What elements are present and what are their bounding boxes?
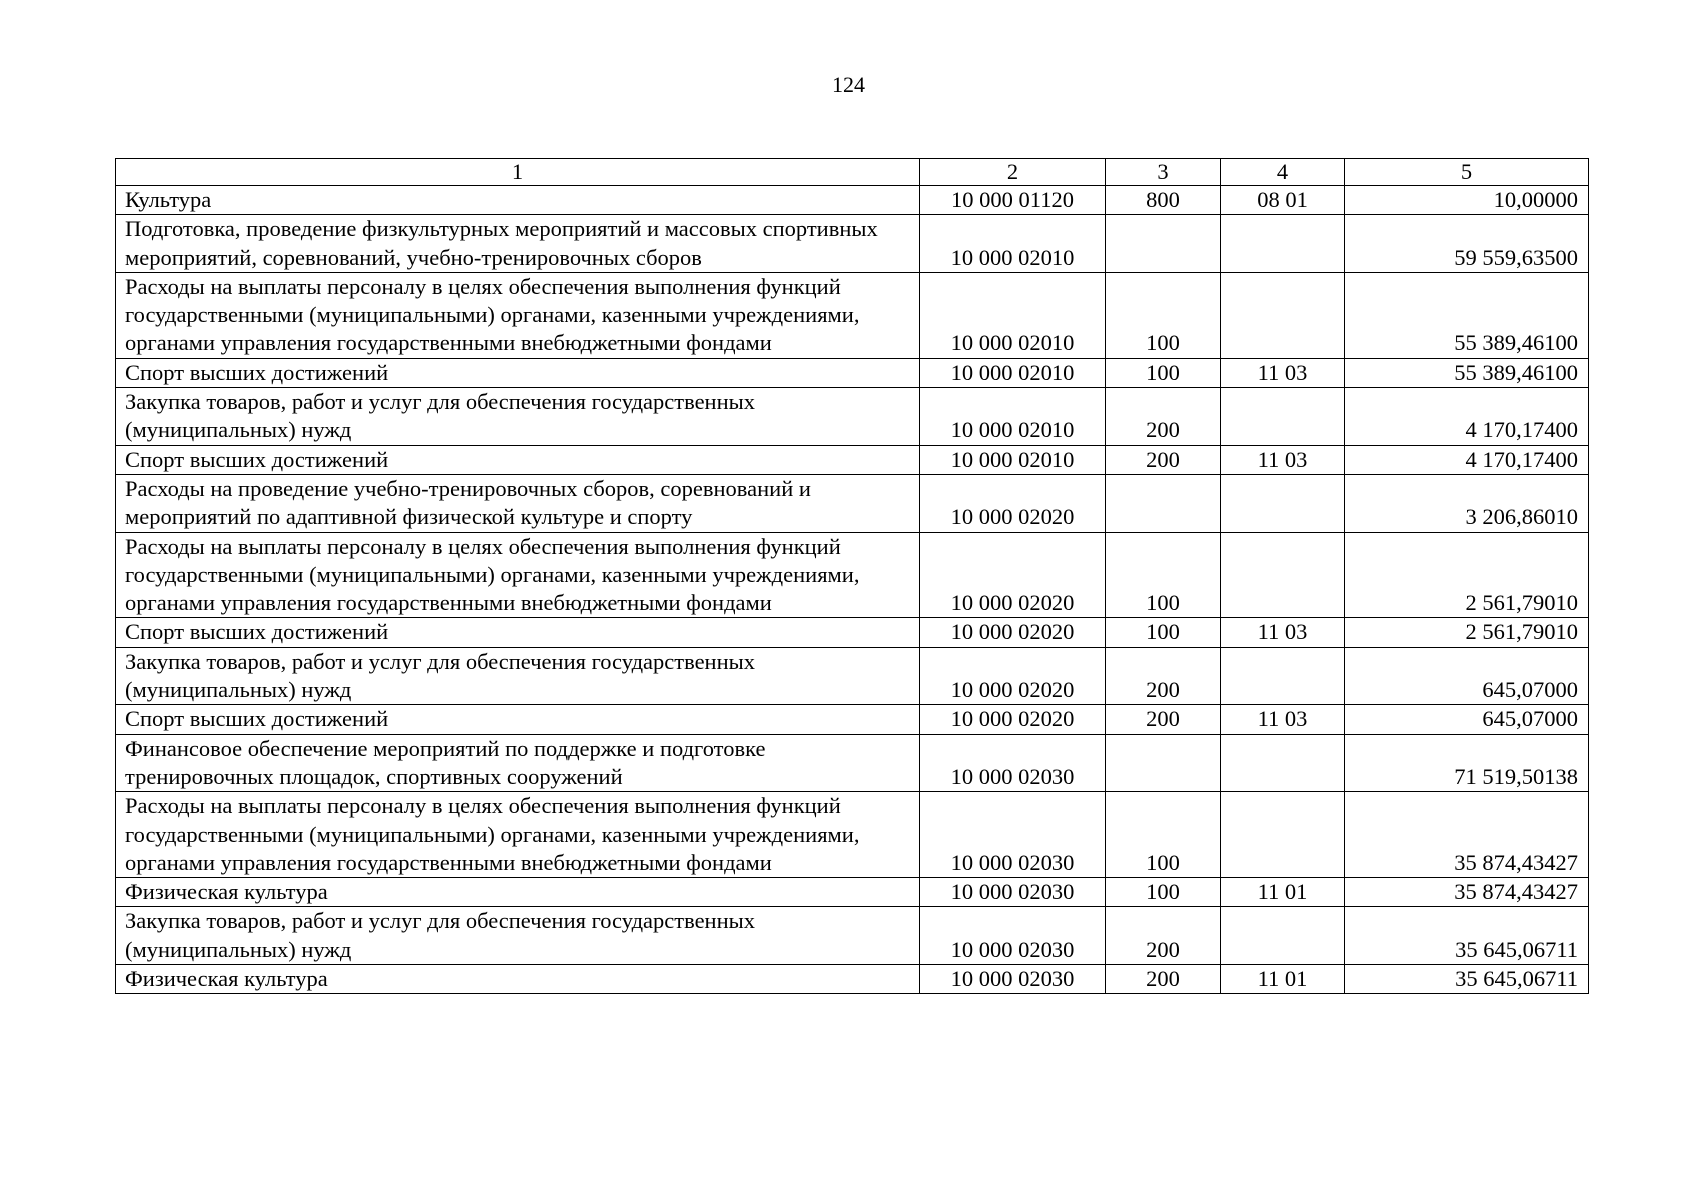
row-expense-type-cell: 200 <box>1106 445 1221 474</box>
row-expense-type-cell: 100 <box>1106 878 1221 907</box>
row-section-cell: 08 01 <box>1221 186 1345 215</box>
row-section-cell: 11 03 <box>1221 445 1345 474</box>
row-amount-cell: 645,07000 <box>1345 705 1589 734</box>
row-section-cell <box>1221 474 1345 532</box>
row-code-cell: 10 000 02010 <box>920 358 1106 387</box>
row-section-cell: 11 01 <box>1221 878 1345 907</box>
table-row <box>116 647 1589 705</box>
row-name-cell: Расходы на проведение учебно-тренировочных сборов, соревнований и мероприятий по адаптивной физической культуре и спорту <box>116 474 920 532</box>
row-expense-type-cell <box>1106 474 1221 532</box>
row-section-cell <box>1221 215 1345 273</box>
row-expense-type-cell: 800 <box>1106 186 1221 215</box>
table-row <box>116 272 1589 358</box>
row-name-cell: Закупка товаров, работ и услуг для обеспечения государственных (муниципальных) нужд <box>116 907 920 965</box>
row-expense-type-cell: 200 <box>1106 647 1221 705</box>
row-name-cell: Расходы на выплаты персоналу в целях обеспечения выполнения функций государственными (муниципальными) органами, казенными учреждениями, органами управления государственными внебюджетными фондами <box>116 532 920 618</box>
row-code-cell: 10 000 02030 <box>920 734 1106 792</box>
row-code-cell: 10 000 02030 <box>920 792 1106 878</box>
row-amount-cell: 3 206,86010 <box>1345 474 1589 532</box>
table-row <box>116 358 1589 387</box>
row-amount-cell: 35 645,06711 <box>1345 907 1589 965</box>
row-section-cell <box>1221 792 1345 878</box>
table-row <box>116 618 1589 647</box>
row-name-cell: Физическая культура <box>116 965 920 994</box>
row-expense-type-cell: 100 <box>1106 792 1221 878</box>
row-amount-cell: 2 561,79010 <box>1345 532 1589 618</box>
table-row <box>116 734 1589 792</box>
row-section-cell: 11 03 <box>1221 358 1345 387</box>
row-amount-cell: 71 519,50138 <box>1345 734 1589 792</box>
row-amount-cell: 10,00000 <box>1345 186 1589 215</box>
row-code-cell: 10 000 02010 <box>920 215 1106 273</box>
row-amount-cell: 4 170,17400 <box>1345 388 1589 446</box>
table-row <box>116 532 1589 618</box>
table-row <box>116 878 1589 907</box>
row-expense-type-cell <box>1106 734 1221 792</box>
table-row <box>116 186 1589 215</box>
row-code-cell: 10 000 02030 <box>920 907 1106 965</box>
row-section-cell <box>1221 272 1345 358</box>
row-name-cell: Культура <box>116 186 920 215</box>
row-amount-cell: 55 389,46100 <box>1345 358 1589 387</box>
row-section-cell: 11 01 <box>1221 965 1345 994</box>
row-expense-type-cell: 100 <box>1106 358 1221 387</box>
row-section-cell <box>1221 388 1345 446</box>
row-expense-type-cell: 100 <box>1106 532 1221 618</box>
row-amount-cell: 59 559,63500 <box>1345 215 1589 273</box>
table-row <box>116 965 1589 994</box>
row-name-cell: Закупка товаров, работ и услуг для обеспечения государственных (муниципальных) нужд <box>116 647 920 705</box>
row-expense-type-cell: 200 <box>1106 907 1221 965</box>
table-row <box>116 705 1589 734</box>
row-code-cell: 10 000 01120 <box>920 186 1106 215</box>
row-code-cell: 10 000 02020 <box>920 532 1106 618</box>
row-expense-type-cell <box>1106 215 1221 273</box>
header-col-2: 2 <box>920 159 1106 186</box>
table-row <box>116 474 1589 532</box>
row-section-cell <box>1221 532 1345 618</box>
row-name-cell: Расходы на выплаты персоналу в целях обеспечения выполнения функций государственными (муниципальными) органами, казенными учреждениями, органами управления государственными внебюджетными фондами <box>116 792 920 878</box>
table-header-row <box>116 159 1589 186</box>
row-amount-cell: 35 874,43427 <box>1345 792 1589 878</box>
row-name-cell: Подготовка, проведение физкультурных мероприятий и массовых спортивных мероприятий, соревнований, учебно-тренировочных сборов <box>116 215 920 273</box>
table-row <box>116 445 1589 474</box>
row-code-cell: 10 000 02030 <box>920 965 1106 994</box>
row-expense-type-cell: 200 <box>1106 388 1221 446</box>
page-number: 124 <box>832 72 865 97</box>
row-section-cell <box>1221 647 1345 705</box>
header-col-4: 4 <box>1221 159 1345 186</box>
row-amount-cell: 55 389,46100 <box>1345 272 1589 358</box>
row-name-cell: Финансовое обеспечение мероприятий по поддержке и подготовке тренировочных площадок, спортивных сооружений <box>116 734 920 792</box>
row-name-cell: Спорт высших достижений <box>116 358 920 387</box>
row-amount-cell: 645,07000 <box>1345 647 1589 705</box>
row-amount-cell: 35 874,43427 <box>1345 878 1589 907</box>
table-row <box>116 215 1589 273</box>
row-code-cell: 10 000 02020 <box>920 618 1106 647</box>
table-row <box>116 388 1589 446</box>
row-expense-type-cell: 100 <box>1106 272 1221 358</box>
row-section-cell: 11 03 <box>1221 618 1345 647</box>
row-amount-cell: 4 170,17400 <box>1345 445 1589 474</box>
row-code-cell: 10 000 02030 <box>920 878 1106 907</box>
row-amount-cell: 35 645,06711 <box>1345 965 1589 994</box>
table-row <box>116 792 1589 878</box>
row-section-cell: 11 03 <box>1221 705 1345 734</box>
row-code-cell: 10 000 02010 <box>920 445 1106 474</box>
row-code-cell: 10 000 02020 <box>920 705 1106 734</box>
row-expense-type-cell: 200 <box>1106 965 1221 994</box>
row-expense-type-cell: 200 <box>1106 705 1221 734</box>
row-amount-cell: 2 561,79010 <box>1345 618 1589 647</box>
row-code-cell: 10 000 02010 <box>920 388 1106 446</box>
row-name-cell: Спорт высших достижений <box>116 445 920 474</box>
row-name-cell: Физическая культура <box>116 878 920 907</box>
row-expense-type-cell: 100 <box>1106 618 1221 647</box>
row-section-cell <box>1221 734 1345 792</box>
row-name-cell: Закупка товаров, работ и услуг для обеспечения государственных (муниципальных) нужд <box>116 388 920 446</box>
row-name-cell: Спорт высших достижений <box>116 618 920 647</box>
row-section-cell <box>1221 907 1345 965</box>
row-code-cell: 10 000 02010 <box>920 272 1106 358</box>
header-col-5: 5 <box>1345 159 1589 186</box>
row-code-cell: 10 000 02020 <box>920 647 1106 705</box>
table-row <box>116 907 1589 965</box>
row-name-cell: Расходы на выплаты персоналу в целях обеспечения выполнения функций государственными (муниципальными) органами, казенными учреждениями, органами управления государственными внебюджетными фондами <box>116 272 920 358</box>
row-name-cell: Спорт высших достижений <box>116 705 920 734</box>
header-col-1: 1 <box>116 159 920 186</box>
row-code-cell: 10 000 02020 <box>920 474 1106 532</box>
header-col-3: 3 <box>1106 159 1221 186</box>
budget-table <box>115 158 1589 994</box>
